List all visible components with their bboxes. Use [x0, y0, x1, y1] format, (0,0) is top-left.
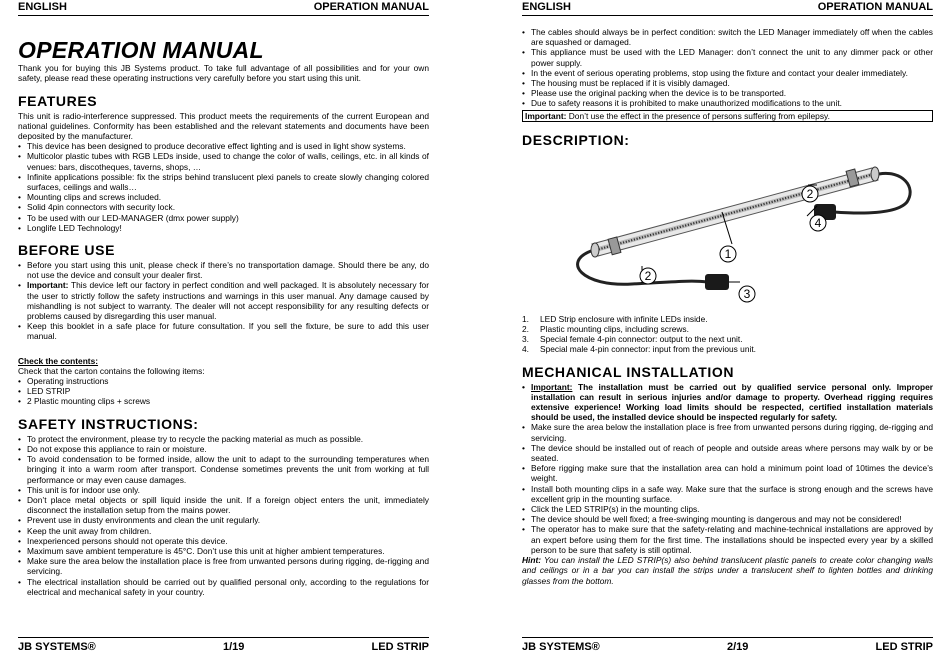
contents-list — [18, 376, 429, 407]
footer-page-number: 2/19 — [726, 641, 749, 653]
manual-page-2 — [522, 0, 933, 654]
callout-2-left: 2 — [644, 268, 652, 283]
footer-product: LED STRIP — [371, 641, 429, 653]
header-language: ENGLISH — [522, 1, 571, 13]
item-number: 3. — [522, 334, 529, 345]
led-strip-illustration — [522, 152, 933, 312]
epilepsy-warning-box — [522, 110, 933, 122]
list-item — [522, 334, 933, 344]
list-item: • Inexperienced persons should not operate this device. — [18, 536, 429, 546]
callout-1: 1 — [724, 246, 732, 261]
list-item: • Don’t place metal objects or spill liquid inside the unit. If a foreign object enters the unit, immediately disconnect the installation setup from the mains power. — [18, 495, 429, 515]
list-item: • This device has been designed to produce decorative effect lighting and is used in light show systems. — [18, 141, 429, 151]
page-1-body — [18, 37, 429, 597]
hint-paragraph — [522, 555, 933, 586]
hint-text: You can install the LED STRIP(s) also behind translucent plastic panels to create color changing walls and ceilings or in a bar you can install the strips under a translucent shelf to lighten bottles and drinking glasses from the bottom. — [522, 555, 933, 586]
list-item: • Prevent use in dusty environments and clean the unit regularly. — [18, 515, 429, 525]
page-footer — [18, 637, 429, 653]
important-label: Important: — [525, 110, 567, 121]
page-header — [522, 0, 933, 16]
callout-2-right: 2 — [806, 186, 814, 201]
list-item — [522, 382, 933, 423]
list-item: • The electrical installation should be carried out by qualified personal only, according to the regulations for electrical and mechanical safety in your country. — [18, 577, 429, 597]
header-doc-title: OPERATION MANUAL — [817, 1, 933, 13]
intro-text: Thank you for buying this JB Systems product. To take full advantage of all possibilities and for your own safety, please read these operating instructions very carefully before you start using this unit. — [18, 63, 429, 84]
list-item: • Multicolor plastic tubes with RGB LEDs inside, used to change the color of walls, ceilings, etc. in all kinds of venues: bars, discotheques, taverns, shops, … — [18, 151, 429, 171]
list-item: • Make sure the area below the installation place is free from unwanted persons during rigging, de-rigging and servicing. — [522, 422, 933, 442]
led-strip-diagram — [522, 152, 933, 312]
list-item — [522, 314, 933, 324]
list-item: • Mounting clips and screws included. — [18, 192, 429, 202]
mechanical-installation-heading: MECHANICAL INSTALLATION — [522, 363, 735, 380]
list-item: • Install both mounting clips in a safe way. Make sure that the surface is strong enough and the screws have excellent grip in the mounting surface. — [522, 484, 933, 504]
item-number: 2. — [522, 324, 529, 335]
list-item — [522, 344, 933, 354]
page-footer — [522, 637, 933, 653]
footer-page-number: 1/19 — [222, 641, 245, 653]
item-number: 4. — [522, 344, 529, 355]
header-language: ENGLISH — [18, 1, 67, 13]
list-item: • Before you start using this unit, please check if there’s no transportation damage. Should there be any, do not use the device and consult your dealer first. — [18, 260, 429, 280]
list-item: • The device should be installed out of reach of people and outside areas where persons may walk by or be seated. — [522, 443, 933, 463]
list-item: • The cables should always be in perfect condition: switch the LED Manager immediately off when the cables are squashed or damaged. — [522, 27, 933, 47]
item-number: 1. — [522, 313, 529, 324]
callout-3: 3 — [743, 286, 751, 301]
contents-text: Check that the carton contains the following items: — [18, 365, 205, 376]
callout-4: 4 — [814, 215, 822, 230]
list-item: • To protect the environment, please try to recycle the packing material as much as possible. — [18, 434, 429, 444]
list-item: • Longlife LED Technology! — [18, 223, 429, 233]
page-2-body — [522, 27, 933, 586]
important-text: Don’t use the effect in the presence of persons suffering from epilepsy. — [566, 110, 830, 121]
list-item: • This appliance must be used with the LED Manager: don’t connect the unit to any dimmer pack or other power supply. — [522, 47, 933, 67]
list-item: • Click the LED STRIP(s) in the mounting clips. — [522, 504, 933, 514]
description-heading: DESCRIPTION: — [522, 131, 630, 148]
contents-heading: Check the contents: — [18, 355, 99, 366]
list-item: • Before rigging make sure that the installation area can hold a minimum point load of 10times the device’s weight. — [522, 463, 933, 483]
list-item: • The operator has to make sure that the safety-relating and machine-technical installations are approved by an expert before using them for the first time. The installations should be inspected every year by a skilled person to be sure that safety is still optimal. — [522, 524, 933, 555]
list-item: • Solid 4pin connectors with security lock. — [18, 202, 429, 212]
female-connector — [705, 274, 729, 290]
manual-page-1 — [18, 0, 429, 654]
list-item: • Due to safety reasons it is prohibited to make unauthorized modifications to the unit. — [522, 98, 933, 108]
list-item: • Operating instructions — [18, 376, 429, 386]
features-list — [18, 141, 429, 233]
list-item: • Maximum save ambient temperature is 45°C. Don’t use this unit at higher ambient temperatures. — [18, 546, 429, 556]
safety-list — [18, 434, 429, 597]
list-item: • In the event of serious operating problems, stop using the fixture and contact your dealer immediately. — [522, 68, 933, 78]
footer-brand: JB SYSTEMS® — [522, 641, 600, 653]
list-item: • The device should be well fixed; a free-swinging mounting is dangerous and may not be considered! — [522, 514, 933, 524]
list-item: • Make sure the area below the installation place is free from unwanted persons during rigging, de-rigging and servicing. — [18, 556, 429, 576]
list-item: • Keep this booklet in a safe place for future consultation. If you sell the fixture, be sure to add this user manual. — [18, 321, 429, 341]
list-item — [18, 280, 429, 321]
important-text: The installation must be carried out by qualified service personal only. Improper installation can result in serious injuries and/or damage to property. Overhead rigging requires extensive experience! Working load limits should be respected, certified installation materials should be used, the installed device should be inspected regularly for safety. — [531, 381, 933, 423]
footer-product: LED STRIP — [875, 641, 933, 653]
before-use-list — [18, 260, 429, 342]
hint-label: Hint: — [522, 555, 542, 566]
safety-list-continued — [522, 27, 933, 109]
list-item: • Keep the unit away from children. — [18, 526, 429, 536]
list-item — [522, 324, 933, 334]
list-item: • The housing must be replaced if it is visibly damaged. — [522, 78, 933, 88]
list-item: • This unit is for indoor use only. — [18, 485, 429, 495]
item-text: LED Strip enclosure with infinite LEDs inside. — [540, 313, 708, 324]
important-text: This device left our factory in perfect condition and well packaged. It is absolutely necessary for the user to strictly follow the safety instructions and warnings in this user manual. Any damage caused by mishandling is not subject to warranty. The dealer will not accept responsibility for any resulting defects or problems caused by disregarding this user manual. — [27, 280, 429, 322]
header-doc-title: OPERATION MANUAL — [313, 1, 429, 13]
footer-brand: JB SYSTEMS® — [18, 641, 96, 653]
item-text: Special male 4-pin connector: input from the previous unit. — [540, 344, 757, 355]
page-title: OPERATION MANUAL — [18, 37, 264, 63]
item-text: Plastic mounting clips, including screws. — [540, 324, 689, 335]
safety-heading: SAFETY INSTRUCTIONS: — [18, 415, 199, 432]
list-item: • To be used with our LED-MANAGER (dmx power supply) — [18, 213, 429, 223]
page-header — [18, 0, 429, 16]
list-item: • Please use the original packing when the device is to be transported. — [522, 88, 933, 98]
important-label: Important: — [27, 280, 69, 291]
list-item: • To avoid condensation to be formed inside, allow the unit to adapt to the surrounding temperatures when bringing it into a warm room after transport. Condense sometimes prevents the unit from working at full performance or may even cause damages. — [18, 454, 429, 485]
list-item: • 2 Plastic mounting clips + screws — [18, 396, 429, 406]
features-heading: FEATURES — [18, 92, 98, 109]
list-item: • Do not expose this appliance to rain or moisture. — [18, 444, 429, 454]
description-list — [522, 314, 933, 355]
mechanical-list — [522, 382, 933, 555]
list-item: • Infinite applications possible: fix the strips behind translucent plexi panels to create slowly changing colored surfaces, ceilings and walls… — [18, 172, 429, 192]
features-text: This unit is radio-interference suppressed. This product meets the requirements of the current European and national guidelines. Conformity has been established and the relevant statements and documents have been deposited by the manufacturer. — [18, 110, 429, 142]
important-label: Important: — [531, 381, 573, 392]
before-use-heading: BEFORE USE — [18, 242, 116, 259]
list-item: • LED STRIP — [18, 386, 429, 396]
item-text: Special female 4-pin connector: output to the next unit. — [540, 334, 743, 345]
